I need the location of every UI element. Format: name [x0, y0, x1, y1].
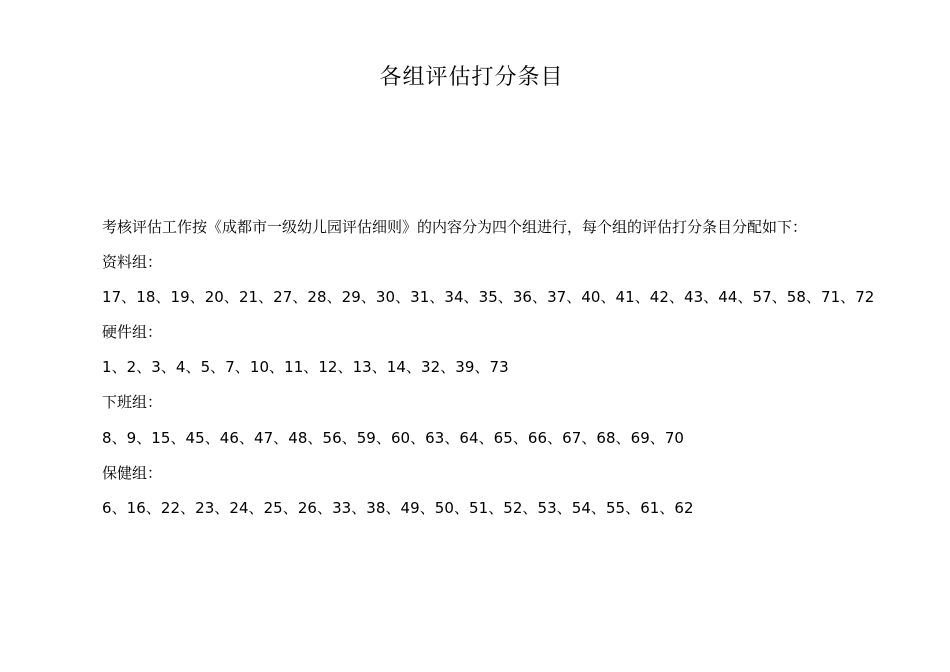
intro-paragraph: 考核评估工作按《成都市一级幼儿园评估细则》的内容分为四个组进行，每个组的评估打分条目分配如下： — [102, 218, 808, 236]
group-label-health: 保健组： — [102, 463, 163, 482]
document-title: 各组评估打分条目 — [379, 65, 564, 90]
group-label-hardware: 硬件组： — [102, 323, 163, 342]
group-items-health: 6、16、22、23、24、25、26、33、38、49、50、51、52、53、54、55、61、62 — [102, 498, 694, 517]
group-items-class: 8、9、15、45、46、47、48、56、59、60、63、64、65、66、67、68、69、70 — [102, 428, 685, 447]
group-items-hardware: 1、2、3、4、5、7、10、11、12、13、14、32、39、73 — [102, 358, 509, 377]
document-body — [102, 210, 902, 526]
group-label-materials: 资料组： — [102, 253, 163, 272]
group-label-class: 下班组： — [102, 393, 163, 412]
group-items-materials: 17、18、19、20、21、27、28、29、30、31、34、35、36、37、40、41、42、43、44、57、58、71、72 — [102, 288, 875, 307]
